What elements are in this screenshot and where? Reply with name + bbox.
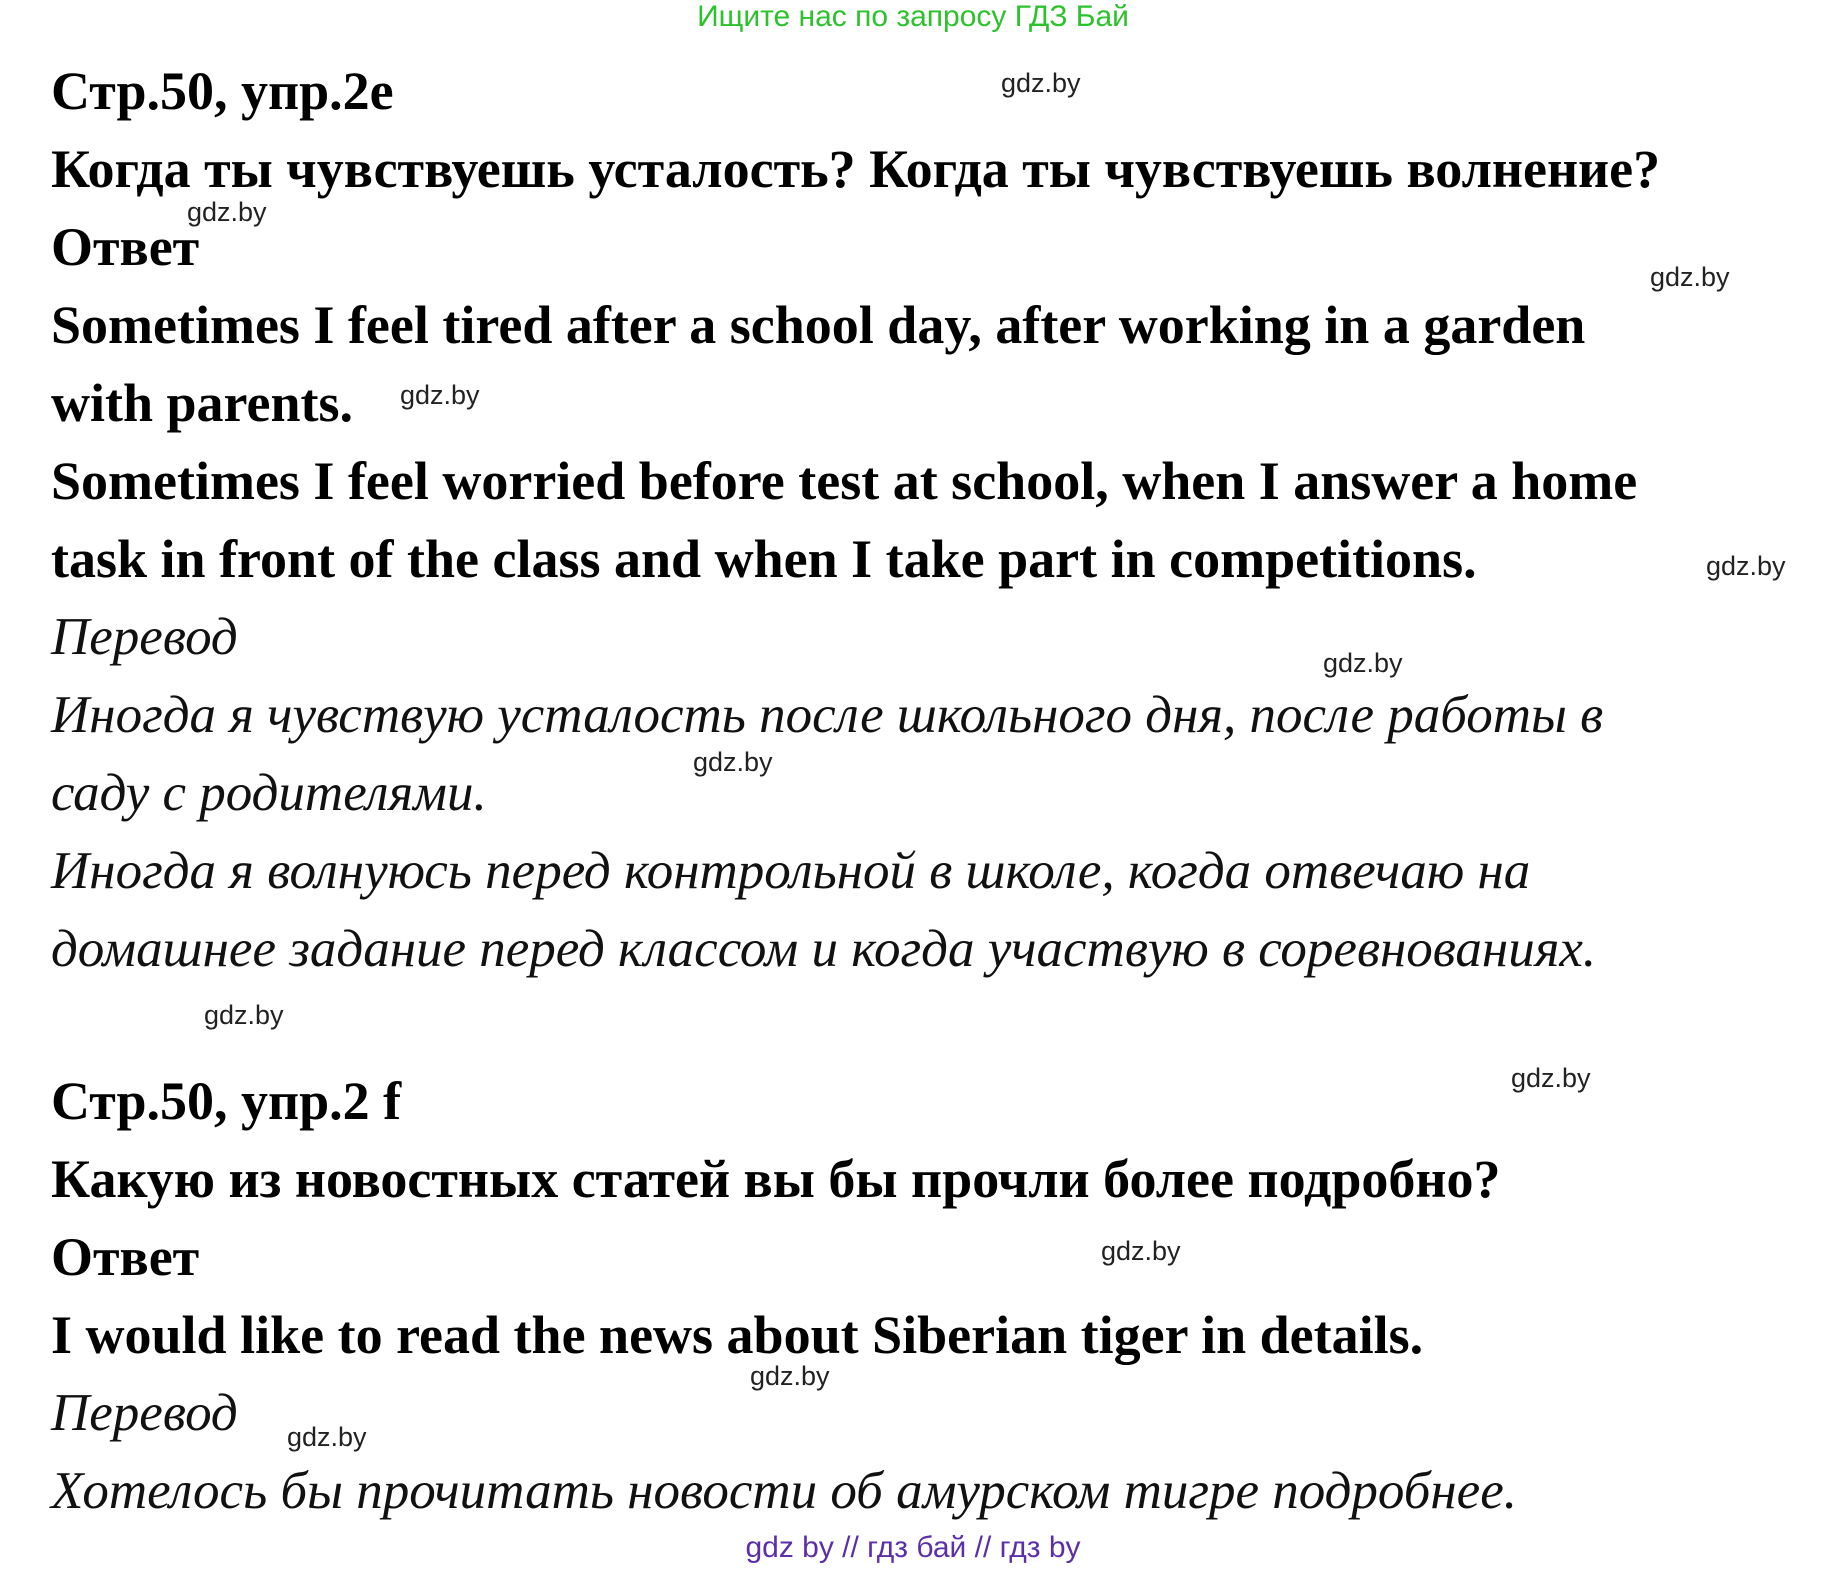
section-2-translation-line-1: Хотелось бы прочитать новости об амурском тигре подробнее.	[51, 1462, 1517, 1520]
watermark-text: gdz.by	[1650, 262, 1730, 292]
watermark-text: gdz.by	[187, 197, 267, 227]
section-1-question: Когда ты чувствуешь усталость? Когда ты чувствуешь волнение?	[51, 139, 1661, 199]
section-1-answer-line-3: Sometimes I feel worried before test at school, when I answer a home	[51, 451, 1638, 511]
section-2-heading: Стр.50, упр.2 f	[51, 1071, 402, 1131]
section-2-answer-label: Ответ	[51, 1227, 200, 1287]
watermark-text: gdz.by	[400, 380, 480, 410]
section-2-translation-label: Перевод	[51, 1384, 238, 1442]
watermark-text: gdz.by	[1323, 648, 1403, 678]
bottom-footer: gdz by // гдз бай // гдз by	[745, 1531, 1081, 1564]
section-1-translation-line-3: Иногда я волнуюсь перед контрольной в школе, когда отвечаю на	[51, 842, 1531, 900]
watermark-text: gdz.by	[1001, 68, 1081, 98]
section-1-answer-label: Ответ	[51, 217, 200, 277]
watermark-text: gdz.by	[750, 1361, 830, 1391]
section-1-translation-line-4: домашнее задание перед классом и когда участвую в соревнованиях.	[51, 920, 1597, 978]
section-1-answer-line-2: with parents.	[51, 373, 354, 433]
section-1-translation-line-1: Иногда я чувствую усталость после школьного дня, после работы в	[51, 686, 1604, 744]
watermark-text: gdz.by	[1706, 551, 1786, 581]
section-1-answer-line-4: task in front of the class and when I take part in competitions.	[51, 529, 1477, 589]
watermark-text: gdz.by	[1511, 1063, 1591, 1093]
section-1-heading: Стр.50, упр.2e	[51, 61, 394, 121]
section-2-question: Какую из новостных статей вы бы прочли более подробно?	[51, 1149, 1501, 1209]
section-1-answer-line-1: Sometimes I feel tired after a school day, after working in a garden	[51, 295, 1586, 355]
watermark-text: gdz.by	[693, 747, 773, 777]
section-2-answer-line-1: I would like to read the news about Siberian tiger in details.	[51, 1305, 1424, 1365]
top-banner: Ищите нас по запросу ГДЗ Бай	[697, 0, 1129, 33]
watermark-text: gdz.by	[287, 1422, 367, 1452]
section-1-translation-line-2: саду с родителями.	[51, 764, 487, 822]
section-1-translation-label: Перевод	[51, 608, 238, 666]
watermark-text: gdz.by	[1101, 1236, 1181, 1266]
watermark-text: gdz.by	[204, 1000, 284, 1030]
